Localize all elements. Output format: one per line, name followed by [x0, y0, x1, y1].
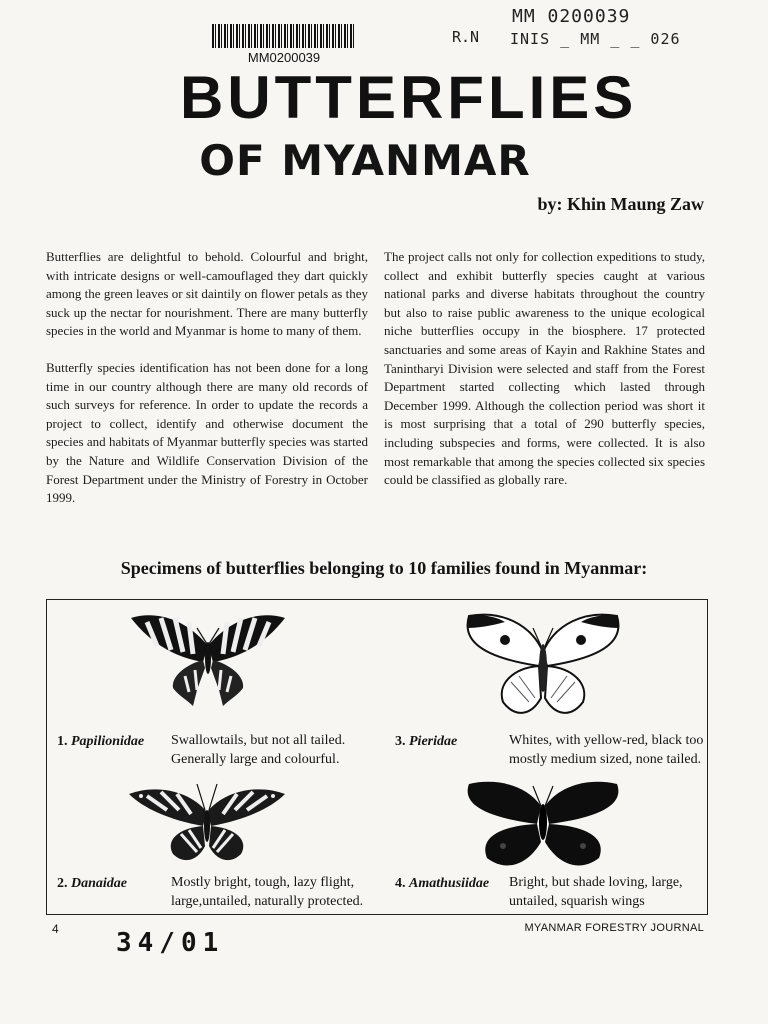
paragraph: Butterflies are delightful to behold. Colourful and bright, with intricate designs or well-camouflaged they dart quickly among the green leaves or sit daintily on flower petals as they suck up the nectar for nourishment. There are many butterfly species in the world and Myanmar is home to many of them.: [46, 249, 368, 339]
handwritten-id: MM 0200039: [512, 6, 631, 27]
barcode-id: MM0200039: [247, 50, 321, 65]
article-title: BUTTERFLIES: [180, 64, 638, 131]
handwritten-rn: R.N: [452, 28, 480, 46]
family-label-amathusiidae: 4. Amathusiidae: [395, 876, 490, 891]
family-description: Whites, with yellow-red, black too mostly medium sized, none tailed.: [509, 733, 704, 767]
family-label-papilionidae: 1. Papilionidae: [57, 734, 145, 749]
barcode: [212, 24, 356, 48]
journal-name: MYANMAR FORESTRY JOURNAL: [524, 922, 704, 934]
article-subtitle: OF MYANMAR: [199, 136, 531, 185]
article-column-left: [46, 248, 368, 526]
paragraph: The project calls not only for collection expeditions to study, collect and exhibit butterfly species caught at various national parks and diverse habitats throughout the country but also to raise public awareness to the unique ecological niche butterflies occupy in the biosphere. 17 protected sanctuaries and some areas of Kayin and Rakhine States and Tanintharyi Division were selected and staff from the Forest Department started collecting which lasted through December 1999. Although the collection period was short it is most surprising that a total of 290 butterfly species, including subspecies and forms, were collected. It is also most remarkable that among the species collected six species could be classified as globally rare.: [384, 249, 705, 488]
danaidae-butterfly-illustration: [125, 780, 289, 864]
family-description: Swallowtails, but not all tailed. Generally large and colourful.: [171, 733, 346, 767]
paragraph: Butterfly species identification has not been done for a long time in our country although there are many old records of such surveys for reference. In order to update the records a project to collect, identify and otherwise document the species and habitats of Myanmar butterfly species was started by the Nature and Wildlife Conservation Division of the Forest Department under the Ministry of Forestry in October 1999.: [46, 359, 368, 506]
papilionidae-butterfly-illustration: [127, 606, 289, 710]
specimens-box: [46, 599, 708, 915]
family-description: Bright, but shade loving, large, untailed, squarish wings: [509, 875, 683, 909]
amathusiidae-butterfly-illustration: [459, 776, 627, 872]
page-number: 4: [52, 922, 59, 936]
family-description: Mostly bright, tough, lazy flight, large,untailed, naturally protected.: [171, 875, 364, 909]
handwritten-number: 34/01: [116, 928, 225, 958]
handwritten-inis: INIS _ MM _ _ 026: [510, 30, 681, 48]
family-label-danaidae: 2. Danaidae: [57, 876, 127, 891]
section-heading: Specimens of butterflies belonging to 10 families found in Myanmar:: [120, 558, 648, 578]
byline: by: Khin Maung Zaw: [537, 194, 704, 214]
article-column-right: [384, 248, 705, 508]
family-label-pieridae: 3. Pieridae: [395, 734, 458, 749]
pieridae-butterfly-illustration: [461, 606, 625, 724]
